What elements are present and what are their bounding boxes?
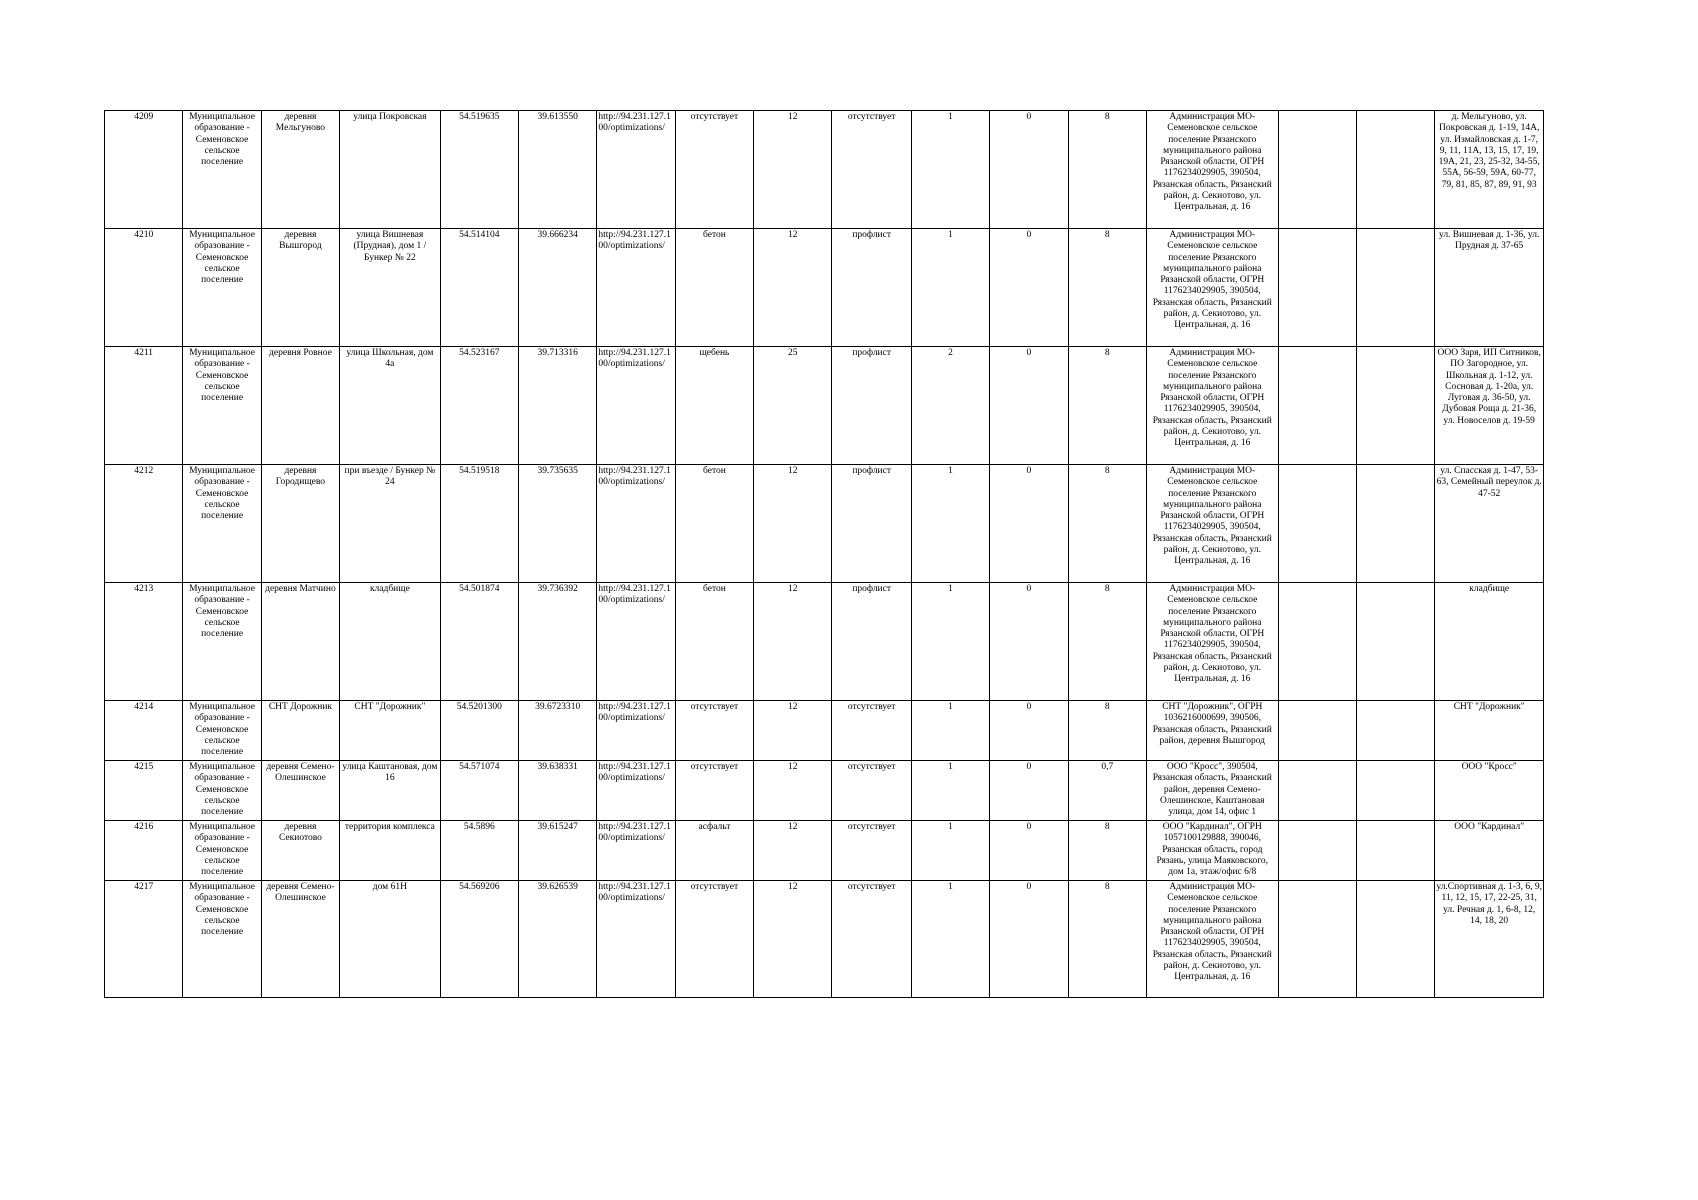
waste-sources-cell: СНТ "Дорожник" bbox=[1435, 701, 1544, 761]
municipality-cell: Муниципальное образование - Семеновское сельское поселение bbox=[183, 465, 261, 583]
map-link-cell[interactable]: http://94.231.127.100/optimizations/ bbox=[597, 701, 675, 761]
row-number-cell: 4215 bbox=[105, 761, 183, 821]
container-count-cell: 2 bbox=[911, 347, 989, 465]
address-cell: дом 61Н bbox=[340, 881, 440, 998]
municipality-cell: Муниципальное образование - Семеновское сельское поселение bbox=[183, 229, 261, 347]
fence-type-cell: отсутствует bbox=[832, 821, 911, 881]
settlement-cell: СНТ Дорожник bbox=[261, 701, 339, 761]
container-count-cell: 1 bbox=[911, 229, 989, 347]
table-row bbox=[105, 111, 1544, 229]
owner-info-cell: Администрация МО-Семеновское сельское поселение Рязанского муниципального района Рязанской области, ОГРН 1176234029905, 390504, Рязанская область, Рязанский район, д. Секиотово, ул. Центральная, д. 16 bbox=[1146, 583, 1278, 701]
empty-cell bbox=[1356, 465, 1434, 583]
row-number-cell: 4210 bbox=[105, 229, 183, 347]
latitude-cell: 54.514104 bbox=[440, 229, 518, 347]
latitude-cell: 54.569206 bbox=[440, 881, 518, 998]
row-number-cell: 4217 bbox=[105, 881, 183, 998]
longitude-cell: 39.736392 bbox=[518, 583, 596, 701]
municipality-cell: Муниципальное образование - Семеновское сельское поселение bbox=[183, 761, 261, 821]
table-row bbox=[105, 701, 1544, 761]
fence-type-cell: отсутствует bbox=[832, 701, 911, 761]
planned-containers-cell: 0 bbox=[990, 465, 1068, 583]
table-row bbox=[105, 821, 1544, 881]
address-cell: улица Школьная, дом 4а bbox=[340, 347, 440, 465]
surface-type-cell: отсутствует bbox=[675, 111, 753, 229]
fence-type-cell: профлист bbox=[832, 347, 911, 465]
municipality-cell: Муниципальное образование - Семеновское сельское поселение bbox=[183, 583, 261, 701]
municipality-cell: Муниципальное образование - Семеновское сельское поселение bbox=[183, 821, 261, 881]
owner-info-cell: Администрация МО-Семеновское сельское поселение Рязанского муниципального района Рязанской области, ОГРН 1176234029905, 390504, Рязанская область, Рязанский район, д. Секиотово, ул. Центральная, д. 16 bbox=[1146, 111, 1278, 229]
fence-type-cell: профлист bbox=[832, 583, 911, 701]
address-cell: территория комплекса bbox=[340, 821, 440, 881]
container-volume-cell: 8 bbox=[1068, 583, 1146, 701]
settlement-cell: деревня Матчино bbox=[261, 583, 339, 701]
municipality-cell: Муниципальное образование - Семеновское сельское поселение bbox=[183, 701, 261, 761]
settlement-cell: деревня Мельгуново bbox=[261, 111, 339, 229]
area-cell: 12 bbox=[754, 761, 832, 821]
container-volume-cell: 0,7 bbox=[1068, 761, 1146, 821]
municipality-cell: Муниципальное образование - Семеновское сельское поселение bbox=[183, 881, 261, 998]
waste-site-registry-table bbox=[104, 110, 1544, 998]
fence-type-cell: отсутствует bbox=[832, 881, 911, 998]
owner-info-cell: СНТ "Дорожник", ОГРН 1036216000699, 390506, Рязанская область, Рязанский район, деревня Вышгород bbox=[1146, 701, 1278, 761]
empty-cell bbox=[1278, 465, 1356, 583]
address-cell: улица Покровская bbox=[340, 111, 440, 229]
fence-type-cell: отсутствует bbox=[832, 111, 911, 229]
area-cell: 12 bbox=[754, 821, 832, 881]
table-row bbox=[105, 761, 1544, 821]
owner-info-cell: ООО "Кросс", 390504, Рязанская область, Рязанский район, деревня Семено-Олешинское, Каштановая улица, дом 14, офис 1 bbox=[1146, 761, 1278, 821]
planned-containers-cell: 0 bbox=[990, 111, 1068, 229]
longitude-cell: 39.638331 bbox=[518, 761, 596, 821]
waste-sources-cell: ООО Заря, ИП Ситников, ПО Загородное, ул. Школьная д. 1-12, ул. Сосновая д. 1-20а, ул. Луговая д. 36-50, ул. Дубовая Роща д. 21-36, ул. Новоселов д. 19-59 bbox=[1435, 347, 1544, 465]
map-link-cell[interactable]: http://94.231.127.100/optimizations/ bbox=[597, 465, 675, 583]
waste-sources-cell: д. Мельгуново, ул. Покровская д. 1-19, 14А, ул. Измайловская д. 1-7, 9, 11, 11А, 13, 15, 17, 19, 19А, 21, 23, 25-32, 34-55, 55А, 56-59, 59А, 60-77, 79, 81, 85, 87, 89, 91, 93 bbox=[1435, 111, 1544, 229]
settlement-cell: деревня Городищево bbox=[261, 465, 339, 583]
surface-type-cell: отсутствует bbox=[675, 761, 753, 821]
map-link-cell[interactable]: http://94.231.127.100/optimizations/ bbox=[597, 347, 675, 465]
latitude-cell: 54.519518 bbox=[440, 465, 518, 583]
empty-cell bbox=[1278, 111, 1356, 229]
owner-info-cell: Администрация МО-Семеновское сельское поселение Рязанского муниципального района Рязанской области, ОГРН 1176234029905, 390504, Рязанская область, Рязанский район, д. Секиотово, ул. Центральная, д. 16 bbox=[1146, 465, 1278, 583]
surface-type-cell: щебень bbox=[675, 347, 753, 465]
municipality-cell: Муниципальное образование - Семеновское сельское поселение bbox=[183, 347, 261, 465]
planned-containers-cell: 0 bbox=[990, 583, 1068, 701]
table-row bbox=[105, 229, 1544, 347]
address-cell: при въезде / Бункер № 24 bbox=[340, 465, 440, 583]
row-number-cell: 4213 bbox=[105, 583, 183, 701]
container-count-cell: 1 bbox=[911, 465, 989, 583]
empty-cell bbox=[1356, 881, 1434, 998]
fence-type-cell: профлист bbox=[832, 465, 911, 583]
surface-type-cell: бетон bbox=[675, 583, 753, 701]
container-volume-cell: 8 bbox=[1068, 229, 1146, 347]
row-number-cell: 4212 bbox=[105, 465, 183, 583]
planned-containers-cell: 0 bbox=[990, 347, 1068, 465]
empty-cell bbox=[1278, 347, 1356, 465]
longitude-cell: 39.613550 bbox=[518, 111, 596, 229]
row-number-cell: 4211 bbox=[105, 347, 183, 465]
longitude-cell: 39.6723310 bbox=[518, 701, 596, 761]
settlement-cell: деревня Вышгород bbox=[261, 229, 339, 347]
table-row bbox=[105, 347, 1544, 465]
waste-sources-cell: ул. Спасская д. 1-47, 53-63, Семейный переулок д. 47-52 bbox=[1435, 465, 1544, 583]
planned-containers-cell: 0 bbox=[990, 821, 1068, 881]
waste-sources-cell: ООО "Кросс" bbox=[1435, 761, 1544, 821]
planned-containers-cell: 0 bbox=[990, 701, 1068, 761]
latitude-cell: 54.523167 bbox=[440, 347, 518, 465]
container-count-cell: 1 bbox=[911, 821, 989, 881]
container-volume-cell: 8 bbox=[1068, 347, 1146, 465]
owner-info-cell: Администрация МО-Семеновское сельское поселение Рязанского муниципального района Рязанской области, ОГРН 1176234029905, 390504, Рязанская область, Рязанский район, д. Секиотово, ул. Центральная, д. 16 bbox=[1146, 881, 1278, 998]
container-count-cell: 1 bbox=[911, 761, 989, 821]
planned-containers-cell: 0 bbox=[990, 229, 1068, 347]
area-cell: 25 bbox=[754, 347, 832, 465]
latitude-cell: 54.571074 bbox=[440, 761, 518, 821]
longitude-cell: 39.615247 bbox=[518, 821, 596, 881]
area-cell: 12 bbox=[754, 881, 832, 998]
surface-type-cell: асфальт bbox=[675, 821, 753, 881]
address-cell: кладбище bbox=[340, 583, 440, 701]
empty-cell bbox=[1356, 583, 1434, 701]
planned-containers-cell: 0 bbox=[990, 881, 1068, 998]
empty-cell bbox=[1278, 881, 1356, 998]
container-volume-cell: 8 bbox=[1068, 111, 1146, 229]
settlement-cell: деревня Ровное bbox=[261, 347, 339, 465]
planned-containers-cell: 0 bbox=[990, 761, 1068, 821]
latitude-cell: 54.5201300 bbox=[440, 701, 518, 761]
address-cell: улица Вишневая (Прудная), дом 1 / Бункер № 22 bbox=[340, 229, 440, 347]
container-count-cell: 1 bbox=[911, 881, 989, 998]
map-link-cell[interactable]: http://94.231.127.100/optimizations/ bbox=[597, 881, 675, 998]
empty-cell bbox=[1356, 701, 1434, 761]
settlement-cell: деревня Семено-Олешинское bbox=[261, 881, 339, 998]
fence-type-cell: профлист bbox=[832, 229, 911, 347]
surface-type-cell: отсутствует bbox=[675, 881, 753, 998]
empty-cell bbox=[1356, 229, 1434, 347]
longitude-cell: 39.626539 bbox=[518, 881, 596, 998]
area-cell: 12 bbox=[754, 583, 832, 701]
empty-cell bbox=[1278, 821, 1356, 881]
table-row bbox=[105, 583, 1544, 701]
container-volume-cell: 8 bbox=[1068, 821, 1146, 881]
map-link-cell[interactable]: http://94.231.127.100/optimizations/ bbox=[597, 761, 675, 821]
settlement-cell: деревня Секиотово bbox=[261, 821, 339, 881]
municipality-cell: Муниципальное образование - Семеновское сельское поселение bbox=[183, 111, 261, 229]
container-volume-cell: 8 bbox=[1068, 701, 1146, 761]
area-cell: 12 bbox=[754, 465, 832, 583]
surface-type-cell: бетон bbox=[675, 465, 753, 583]
row-number-cell: 4214 bbox=[105, 701, 183, 761]
table-row bbox=[105, 465, 1544, 583]
empty-cell bbox=[1356, 111, 1434, 229]
longitude-cell: 39.713316 bbox=[518, 347, 596, 465]
latitude-cell: 54.519635 bbox=[440, 111, 518, 229]
table-body bbox=[105, 111, 1544, 998]
longitude-cell: 39.735635 bbox=[518, 465, 596, 583]
area-cell: 12 bbox=[754, 229, 832, 347]
empty-cell bbox=[1278, 229, 1356, 347]
owner-info-cell: Администрация МО-Семеновское сельское поселение Рязанского муниципального района Рязанской области, ОГРН 1176234029905, 390504, Рязанская область, Рязанский район, д. Секиотово, ул. Центральная, д. 16 bbox=[1146, 229, 1278, 347]
surface-type-cell: отсутствует bbox=[675, 701, 753, 761]
row-number-cell: 4209 bbox=[105, 111, 183, 229]
map-link-cell[interactable]: http://94.231.127.100/optimizations/ bbox=[597, 111, 675, 229]
empty-cell bbox=[1278, 701, 1356, 761]
waste-sources-cell: ул.Спортивная д. 1-3, 6, 9, 11, 12, 15, 17, 22-25, 31, ул. Речная д. 1, 6-8, 12, 14, 18, 20 bbox=[1435, 881, 1544, 998]
map-link-cell[interactable]: http://94.231.127.100/optimizations/ bbox=[597, 583, 675, 701]
empty-cell bbox=[1278, 761, 1356, 821]
container-volume-cell: 8 bbox=[1068, 881, 1146, 998]
address-cell: улица Каштановая, дом 16 bbox=[340, 761, 440, 821]
owner-info-cell: ООО "Кардинал", ОГРН 1057100129888, 390046, Рязанская область, город Рязань, улица Маяковского, дом 1а, этаж/офис 6/8 bbox=[1146, 821, 1278, 881]
container-count-cell: 1 bbox=[911, 111, 989, 229]
area-cell: 12 bbox=[754, 701, 832, 761]
container-count-cell: 1 bbox=[911, 701, 989, 761]
map-link-cell[interactable]: http://94.231.127.100/optimizations/ bbox=[597, 229, 675, 347]
container-volume-cell: 8 bbox=[1068, 465, 1146, 583]
latitude-cell: 54.5896 bbox=[440, 821, 518, 881]
waste-sources-cell: ул. Вишневая д. 1-36, ул. Прудная д. 37-65 bbox=[1435, 229, 1544, 347]
empty-cell bbox=[1356, 821, 1434, 881]
address-cell: СНТ "Дорожник" bbox=[340, 701, 440, 761]
table-row bbox=[105, 881, 1544, 998]
fence-type-cell: отсутствует bbox=[832, 761, 911, 821]
settlement-cell: деревня Семено-Олешинское bbox=[261, 761, 339, 821]
waste-sources-cell: кладбище bbox=[1435, 583, 1544, 701]
map-link-cell[interactable]: http://94.231.127.100/optimizations/ bbox=[597, 821, 675, 881]
empty-cell bbox=[1356, 761, 1434, 821]
surface-type-cell: бетон bbox=[675, 229, 753, 347]
empty-cell bbox=[1278, 583, 1356, 701]
longitude-cell: 39.666234 bbox=[518, 229, 596, 347]
empty-cell bbox=[1356, 347, 1434, 465]
row-number-cell: 4216 bbox=[105, 821, 183, 881]
owner-info-cell: Администрация МО-Семеновское сельское поселение Рязанского муниципального района Рязанской области, ОГРН 1176234029905, 390504, Рязанская область, Рязанский район, д. Секиотово, ул. Центральная, д. 16 bbox=[1146, 347, 1278, 465]
latitude-cell: 54.501874 bbox=[440, 583, 518, 701]
area-cell: 12 bbox=[754, 111, 832, 229]
container-count-cell: 1 bbox=[911, 583, 989, 701]
waste-sources-cell: ООО "Кардинал" bbox=[1435, 821, 1544, 881]
